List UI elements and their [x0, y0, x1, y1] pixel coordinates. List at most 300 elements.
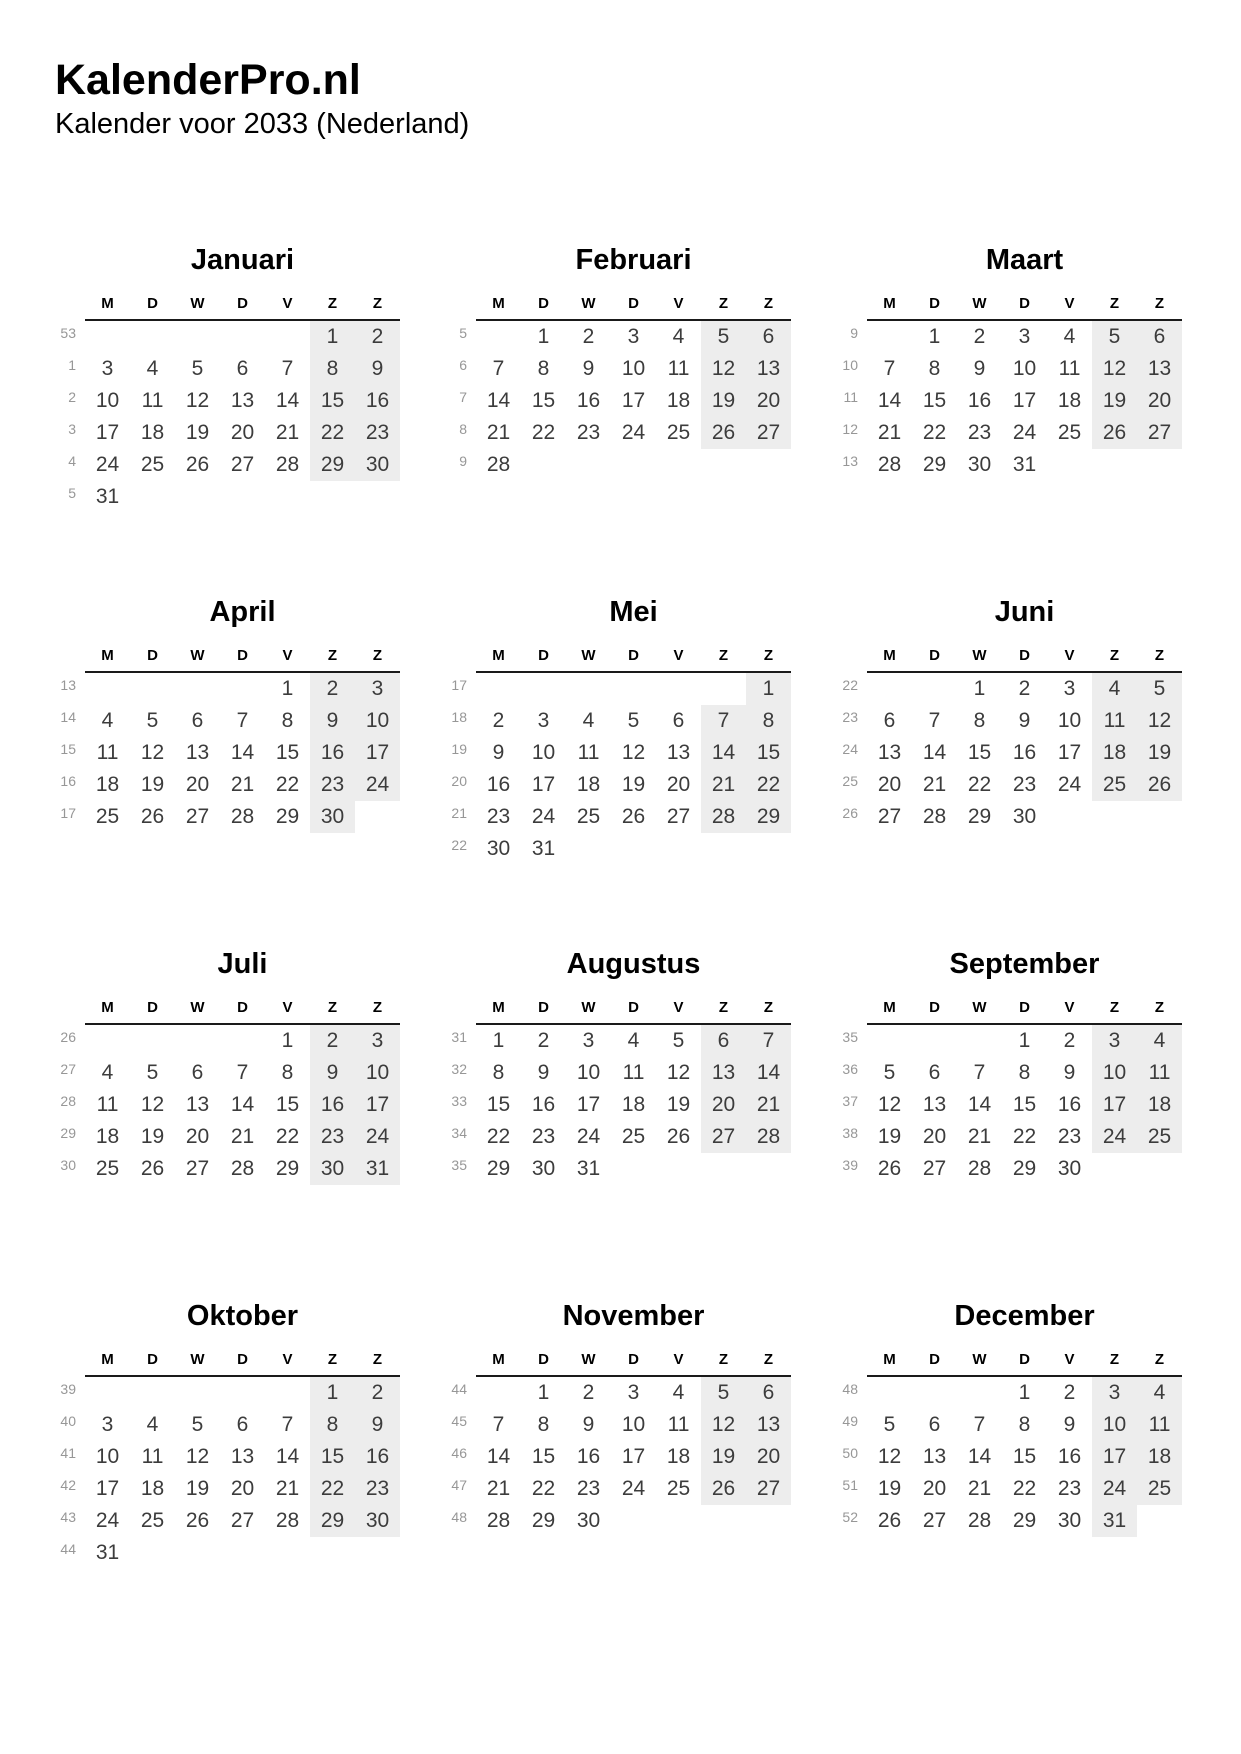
day-cell: 30 [967, 452, 992, 476]
day-cell: 12 [185, 1444, 210, 1468]
month-title: November [562, 1300, 705, 1333]
day-cell: 25 [95, 804, 120, 828]
day-cell: 25 [666, 1476, 691, 1500]
day-cell: 21 [275, 1476, 300, 1500]
day-of-week-header: V [1047, 647, 1092, 673]
day-cell: 18 [140, 1476, 165, 1500]
calendar-subtitle: Kalender voor 2033 (Nederland) [55, 108, 470, 141]
day-cell: 21 [746, 1089, 791, 1121]
week-number: 2 [68, 388, 76, 405]
day-cell: 8 [973, 708, 986, 732]
day-cell: 24 [95, 452, 120, 476]
week-number: 41 [60, 1444, 76, 1461]
empty-day-cell [1137, 1153, 1182, 1185]
day-cell: 19 [877, 1124, 902, 1148]
day-cell: 20 [922, 1476, 947, 1500]
week-number: 3 [68, 420, 76, 437]
day-cell: 30 [355, 1505, 400, 1537]
week-number: 15 [60, 740, 76, 757]
day-cell: 20 [666, 772, 691, 796]
week-number: 43 [60, 1508, 76, 1525]
day-cell: 10 [95, 1444, 120, 1468]
month-block-maart [829, 245, 1182, 597]
day-cell: 24 [1092, 1121, 1137, 1153]
day-cell: 3 [1092, 1025, 1137, 1057]
day-cell: 21 [230, 772, 255, 796]
month-block-februari [438, 245, 791, 597]
week-number: 48 [842, 1380, 858, 1397]
day-cell: 21 [967, 1124, 992, 1148]
day-cell: 6 [928, 1412, 941, 1436]
day-cell: 20 [922, 1124, 947, 1148]
day-cell: 18 [95, 1124, 120, 1148]
day-cell: 21 [275, 420, 300, 444]
empty-day-cell [130, 1537, 175, 1569]
week-number-column-header [829, 1001, 867, 1025]
empty-day-cell [175, 481, 220, 513]
day-cell: 1 [310, 1377, 355, 1409]
day-cell: 12 [140, 1092, 165, 1116]
empty-day-cell [220, 321, 265, 353]
day-of-week-header: Z [1092, 647, 1137, 673]
day-cell: 23 [355, 1473, 400, 1505]
day-cell: 14 [230, 1092, 255, 1116]
day-of-week-header: V [656, 1351, 701, 1377]
day-cell: 22 [275, 772, 300, 796]
day-cell: 1 [746, 673, 791, 705]
day-cell: 10 [621, 1412, 646, 1436]
day-cell: 26 [621, 804, 646, 828]
day-cell: 21 [877, 420, 902, 444]
day-cell: 6 [236, 356, 249, 380]
day-cell: 23 [576, 420, 601, 444]
day-of-week-header: M [867, 647, 912, 673]
day-cell: 2 [355, 1377, 400, 1409]
day-cell: 6 [883, 708, 896, 732]
day-cell: 27 [1137, 417, 1182, 449]
day-cell: 9 [310, 1057, 355, 1089]
day-cell: 2 [310, 673, 355, 705]
day-cell: 15 [275, 1092, 300, 1116]
week-number-column-header [438, 649, 476, 673]
day-of-week-header: M [85, 647, 130, 673]
day-cell: 22 [922, 420, 947, 444]
day-cell: 4 [1063, 324, 1076, 348]
day-cell: 15 [922, 388, 947, 412]
empty-day-cell [912, 673, 957, 705]
day-cell: 28 [746, 1121, 791, 1153]
day-cell: 1 [537, 324, 550, 348]
page-header [0, 0, 1241, 141]
day-of-week-header: M [867, 1351, 912, 1377]
day-cell: 24 [355, 769, 400, 801]
day-cell: 21 [967, 1476, 992, 1500]
day-cell: 15 [746, 737, 791, 769]
empty-day-cell [310, 481, 355, 513]
day-cell: 19 [140, 772, 165, 796]
day-cell: 22 [486, 1124, 511, 1148]
months-grid [0, 245, 1241, 1653]
day-cell: 27 [746, 417, 791, 449]
empty-day-cell [130, 1025, 175, 1057]
week-number: 12 [842, 420, 858, 437]
month-day-grid [829, 641, 1182, 833]
day-cell: 6 [672, 708, 685, 732]
day-cell: 6 [191, 1060, 204, 1084]
day-of-week-header: W [566, 647, 611, 673]
day-cell: 11 [1092, 705, 1137, 737]
day-cell: 11 [577, 740, 600, 764]
day-cell: 13 [230, 1444, 255, 1468]
day-cell: 12 [877, 1092, 902, 1116]
week-number: 29 [60, 1124, 76, 1141]
month-block-oktober [47, 1301, 400, 1653]
day-cell: 30 [1012, 804, 1037, 828]
day-cell: 17 [621, 1444, 646, 1468]
day-cell: 25 [95, 1156, 120, 1180]
day-cell: 7 [973, 1060, 986, 1084]
day-cell: 20 [185, 1124, 210, 1148]
day-cell: 25 [576, 804, 601, 828]
day-cell: 2 [973, 324, 986, 348]
week-number: 5 [68, 484, 76, 501]
day-cell: 25 [1137, 1121, 1182, 1153]
empty-day-cell [566, 449, 611, 481]
day-cell: 27 [877, 804, 902, 828]
day-cell: 4 [146, 1412, 159, 1436]
day-cell: 28 [967, 1508, 992, 1532]
day-cell: 23 [1012, 772, 1037, 796]
day-cell: 30 [310, 801, 355, 833]
day-cell: 21 [486, 420, 511, 444]
day-cell: 25 [1092, 769, 1137, 801]
day-cell: 24 [1012, 420, 1037, 444]
day-of-week-header: Z [1137, 1351, 1182, 1377]
day-cell: 18 [1092, 737, 1137, 769]
day-of-week-header: Z [1092, 295, 1137, 321]
day-cell: 7 [236, 708, 249, 732]
day-cell: 19 [877, 1476, 902, 1500]
empty-day-cell [656, 673, 701, 705]
day-of-week-header: V [656, 295, 701, 321]
day-cell: 23 [310, 769, 355, 801]
site-title: KalenderPro.nl [55, 56, 361, 104]
day-cell: 5 [701, 1377, 746, 1409]
day-cell: 5 [672, 1028, 685, 1052]
day-of-week-header: Z [1092, 999, 1137, 1025]
week-number: 21 [451, 804, 467, 821]
empty-day-cell [746, 1153, 791, 1185]
month-day-grid [438, 1345, 791, 1537]
week-number: 9 [850, 324, 858, 341]
week-number-column-header [47, 1353, 85, 1377]
day-cell: 4 [582, 708, 595, 732]
day-cell: 3 [355, 1025, 400, 1057]
day-cell: 24 [531, 804, 556, 828]
week-number: 17 [451, 676, 467, 693]
month-day-grid [829, 1345, 1182, 1537]
day-cell: 1 [310, 321, 355, 353]
day-cell: 7 [281, 356, 294, 380]
day-cell: 27 [230, 1508, 255, 1532]
day-of-week-header: D [521, 999, 566, 1025]
day-cell: 11 [622, 1060, 645, 1084]
month-block-mei [438, 597, 791, 949]
month-block-november [438, 1301, 791, 1653]
empty-day-cell [746, 449, 791, 481]
day-of-week-header: V [265, 295, 310, 321]
day-cell: 23 [531, 1124, 556, 1148]
day-of-week-header: Z [355, 1351, 400, 1377]
day-cell: 10 [95, 388, 120, 412]
day-of-week-header: Z [1092, 1351, 1137, 1377]
day-cell: 18 [621, 1092, 646, 1116]
day-cell: 29 [1012, 1156, 1037, 1180]
empty-day-cell [220, 1537, 265, 1569]
month-title: Januari [190, 244, 295, 277]
day-cell: 4 [672, 324, 685, 348]
day-cell: 29 [275, 804, 300, 828]
day-cell: 31 [531, 836, 556, 860]
day-cell: 4 [1137, 1025, 1182, 1057]
day-cell: 28 [922, 804, 947, 828]
day-cell: 6 [191, 708, 204, 732]
day-cell: 5 [146, 708, 159, 732]
day-cell: 27 [185, 804, 210, 828]
day-cell: 7 [973, 1412, 986, 1436]
day-cell: 17 [531, 772, 556, 796]
day-cell: 3 [1063, 676, 1076, 700]
day-cell: 14 [746, 1057, 791, 1089]
month-day-grid [438, 641, 791, 865]
day-cell: 4 [1137, 1377, 1182, 1409]
day-cell: 24 [355, 1121, 400, 1153]
day-cell: 25 [1137, 1473, 1182, 1505]
day-cell: 20 [746, 1441, 791, 1473]
day-cell: 6 [928, 1060, 941, 1084]
day-cell: 13 [185, 740, 210, 764]
day-cell: 14 [486, 388, 511, 412]
day-cell: 12 [877, 1444, 902, 1468]
day-cell: 20 [230, 1476, 255, 1500]
day-cell: 4 [146, 356, 159, 380]
empty-day-cell [611, 673, 656, 705]
empty-day-cell [611, 449, 656, 481]
day-cell: 29 [967, 804, 992, 828]
day-cell: 23 [310, 1121, 355, 1153]
day-cell: 11 [667, 356, 690, 380]
day-cell: 11 [1058, 356, 1081, 380]
day-cell: 21 [230, 1124, 255, 1148]
day-of-week-header: D [611, 1351, 656, 1377]
day-cell: 12 [666, 1060, 691, 1084]
day-cell: 13 [922, 1092, 947, 1116]
day-of-week-header: D [220, 295, 265, 321]
day-cell: 7 [883, 356, 896, 380]
week-number: 34 [451, 1124, 467, 1141]
day-cell: 23 [1057, 1476, 1082, 1500]
week-number: 20 [451, 772, 467, 789]
week-number: 7 [459, 388, 467, 405]
day-cell: 25 [666, 420, 691, 444]
day-cell: 18 [1137, 1441, 1182, 1473]
empty-day-cell [521, 449, 566, 481]
day-cell: 17 [621, 388, 646, 412]
week-number: 6 [459, 356, 467, 373]
day-cell: 26 [701, 1473, 746, 1505]
day-of-week-header: V [656, 999, 701, 1025]
week-number: 19 [451, 740, 467, 757]
day-cell: 2 [582, 324, 595, 348]
day-cell: 16 [355, 385, 400, 417]
day-cell: 21 [922, 772, 947, 796]
empty-day-cell [355, 1537, 400, 1569]
day-cell: 8 [310, 1409, 355, 1441]
month-day-grid [829, 993, 1182, 1185]
day-cell: 14 [967, 1092, 992, 1116]
empty-day-cell [656, 1505, 701, 1537]
day-cell: 23 [355, 417, 400, 449]
day-cell: 16 [310, 1089, 355, 1121]
empty-day-cell [265, 481, 310, 513]
day-cell: 29 [275, 1156, 300, 1180]
week-number: 38 [842, 1124, 858, 1141]
day-cell: 11 [141, 388, 164, 412]
day-cell: 11 [96, 740, 119, 764]
empty-day-cell [175, 321, 220, 353]
day-cell: 19 [1137, 737, 1182, 769]
day-of-week-header: V [1047, 295, 1092, 321]
day-cell: 14 [877, 388, 902, 412]
empty-day-cell [1092, 1153, 1137, 1185]
month-title: Februari [575, 244, 692, 277]
day-cell: 17 [95, 420, 120, 444]
week-number: 5 [459, 324, 467, 341]
day-cell: 30 [576, 1508, 601, 1532]
day-cell: 6 [236, 1412, 249, 1436]
empty-day-cell [85, 1377, 130, 1409]
week-number: 26 [60, 1028, 76, 1045]
day-cell: 1 [928, 324, 941, 348]
day-cell: 7 [746, 1025, 791, 1057]
day-cell: 8 [281, 708, 294, 732]
day-cell: 26 [1137, 769, 1182, 801]
empty-day-cell [912, 1377, 957, 1409]
day-cell: 30 [355, 449, 400, 481]
day-cell: 26 [185, 452, 210, 476]
day-cell: 15 [1012, 1444, 1037, 1468]
day-cell: 28 [275, 1508, 300, 1532]
week-number: 33 [451, 1092, 467, 1109]
week-number: 10 [842, 356, 858, 373]
day-cell: 14 [275, 388, 300, 412]
week-number: 46 [451, 1444, 467, 1461]
day-cell: 28 [230, 804, 255, 828]
day-cell: 10 [621, 356, 646, 380]
day-cell: 8 [281, 1060, 294, 1084]
day-of-week-header: V [1047, 999, 1092, 1025]
month-day-grid [47, 1345, 400, 1569]
day-cell: 17 [95, 1476, 120, 1500]
month-block-juni [829, 597, 1182, 949]
day-cell: 7 [492, 356, 505, 380]
day-of-week-header: M [85, 1351, 130, 1377]
day-cell: 10 [355, 705, 400, 737]
day-of-week-header: D [912, 1351, 957, 1377]
day-cell: 27 [746, 1473, 791, 1505]
month-title: Juni [994, 596, 1055, 629]
day-cell: 2 [355, 321, 400, 353]
day-cell: 3 [627, 324, 640, 348]
day-cell: 2 [310, 1025, 355, 1057]
week-number: 40 [60, 1412, 76, 1429]
day-cell: 28 [230, 1156, 255, 1180]
day-cell: 10 [1092, 1409, 1137, 1441]
month-block-december [829, 1301, 1182, 1653]
day-cell: 26 [666, 1124, 691, 1148]
empty-day-cell [1137, 801, 1182, 833]
day-of-week-header: D [130, 1351, 175, 1377]
week-number-column-header [438, 297, 476, 321]
day-cell: 25 [1057, 420, 1082, 444]
day-cell: 26 [140, 1156, 165, 1180]
day-cell: 27 [701, 1121, 746, 1153]
day-cell: 7 [236, 1060, 249, 1084]
week-number: 44 [60, 1540, 76, 1557]
week-number: 44 [451, 1380, 467, 1397]
day-cell: 29 [310, 449, 355, 481]
day-of-week-header: Z [701, 1351, 746, 1377]
empty-day-cell [701, 1153, 746, 1185]
day-cell: 20 [877, 772, 902, 796]
month-block-juli [47, 949, 400, 1301]
day-cell: 3 [627, 1380, 640, 1404]
day-cell: 22 [1012, 1124, 1037, 1148]
day-cell: 4 [1092, 673, 1137, 705]
week-number: 35 [451, 1156, 467, 1173]
day-of-week-header: W [175, 647, 220, 673]
day-of-week-header: Z [746, 295, 791, 321]
day-cell: 17 [1012, 388, 1037, 412]
day-cell: 8 [1018, 1060, 1031, 1084]
day-cell: 27 [922, 1156, 947, 1180]
day-cell: 12 [1137, 705, 1182, 737]
day-cell: 26 [877, 1508, 902, 1532]
day-cell: 18 [666, 388, 691, 412]
day-cell: 24 [1092, 1473, 1137, 1505]
day-cell: 29 [1012, 1508, 1037, 1532]
day-cell: 29 [531, 1508, 556, 1532]
empty-day-cell [355, 801, 400, 833]
day-cell: 20 [185, 772, 210, 796]
day-cell: 13 [701, 1057, 746, 1089]
day-cell: 28 [486, 1508, 511, 1532]
day-cell: 24 [576, 1124, 601, 1148]
day-of-week-header: V [265, 647, 310, 673]
day-cell: 31 [1092, 1505, 1137, 1537]
day-of-week-header: D [1002, 295, 1047, 321]
day-cell: 22 [310, 417, 355, 449]
day-cell: 16 [576, 388, 601, 412]
empty-day-cell [265, 321, 310, 353]
day-cell: 1 [537, 1380, 550, 1404]
day-of-week-header: W [566, 1351, 611, 1377]
month-title: December [954, 1300, 1095, 1333]
empty-day-cell [355, 481, 400, 513]
day-cell: 11 [667, 1412, 690, 1436]
day-cell: 5 [627, 708, 640, 732]
day-cell: 11 [141, 1444, 164, 1468]
